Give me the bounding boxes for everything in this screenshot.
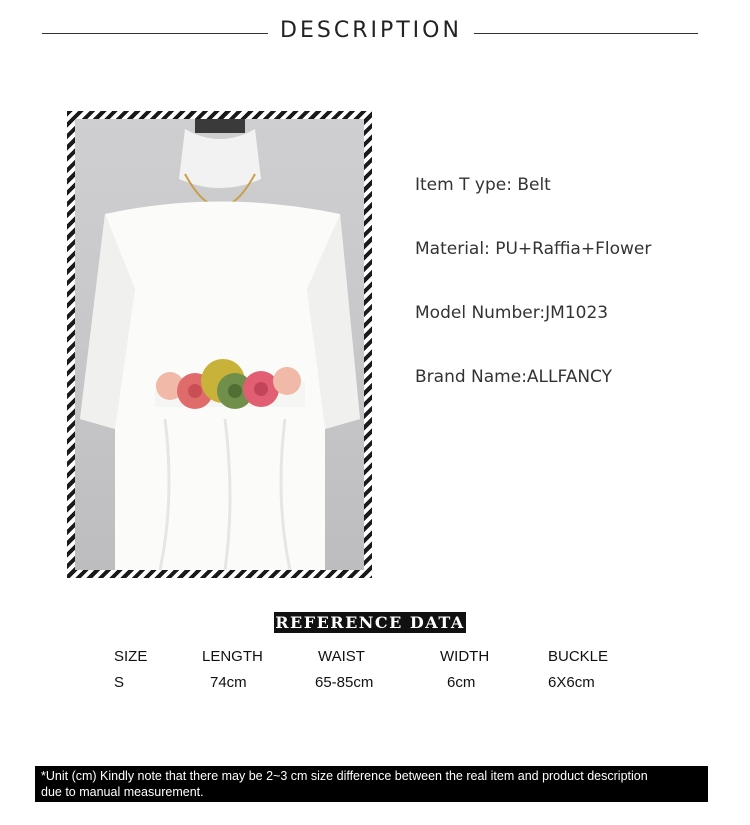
product-photo-frame [67,111,372,578]
cell-width: 6cm [447,674,476,691]
product-photo[interactable] [75,119,364,570]
header-waist: WAIST [318,648,365,665]
spec-model-number: Model Number:JM1023 [415,303,609,323]
mannequin-illustration [75,119,364,570]
header-width: WIDTH [440,648,490,665]
spec-brand-name: Brand Name:ALLFANCY [415,367,613,387]
spec-material: Material: PU+Raffia+Flower [415,239,652,259]
header-buckle: BUCKLE [548,648,609,665]
header-divider-right [474,33,698,34]
reference-data-title: REFERENCE DATA [275,613,465,632]
size-table-header [0,648,750,674]
cell-buckle: 6X6cm [548,674,595,691]
product-specs [415,175,651,431]
notice-line-1: *Unit (cm) Kindly note that there may be 2~3 cm size difference between the real item and product description [41,769,648,783]
notice-line-2: due to manual measurement. [41,784,204,799]
header-length: LENGTH [202,648,263,665]
cell-size: S [114,674,125,691]
spec-item-type: Item T ype: Belt [415,175,551,195]
section-title: DESCRIPTION [280,18,462,43]
header-divider-left [42,33,268,34]
size-table-row [0,674,750,700]
measurement-notice [35,766,708,802]
size-table [0,648,750,700]
header-size: SIZE [114,648,148,665]
cell-length: 74cm [210,674,247,691]
cell-waist: 65-85cm [315,674,374,691]
